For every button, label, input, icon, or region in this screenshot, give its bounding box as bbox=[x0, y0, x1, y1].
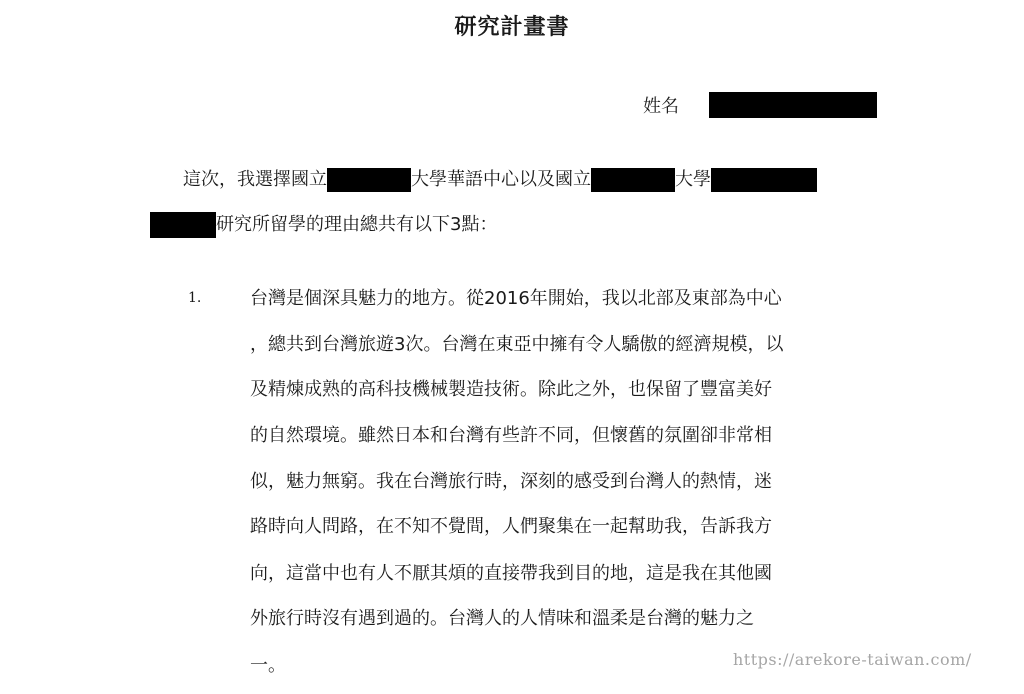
page-title: 研究計畫書 bbox=[454, 15, 570, 40]
intro-line-2 bbox=[150, 212, 497, 238]
paragraph-line: 一。 bbox=[250, 655, 286, 676]
name-row bbox=[643, 92, 877, 118]
university-redaction-2 bbox=[591, 168, 675, 192]
intro-text-3: 大學 bbox=[675, 169, 711, 190]
intro-text-2: 大學華語中心以及國立 bbox=[411, 169, 591, 190]
watermark-url: https://arekore-taiwan.com/ bbox=[733, 650, 972, 669]
paragraph-line: 路時向人問路，在不知不覺間，人們聚集在一起幫助我，告訴我方 bbox=[250, 516, 772, 537]
paragraph-line: 似，魅力無窮。我在台灣旅行時，深刻的感受到台灣人的熱情，迷 bbox=[250, 471, 772, 492]
department-redaction-1 bbox=[711, 168, 817, 192]
paragraph-line: 外旅行時沒有遇到過的。台灣人的人情味和溫柔是台灣的魅力之 bbox=[250, 608, 754, 629]
university-redaction-1 bbox=[327, 168, 411, 192]
paragraph-line: 及精煉成熟的高科技機械製造技術。除此之外，也保留了豐富美好 bbox=[250, 379, 772, 400]
paragraph-line: ，總共到台灣旅遊3次。台灣在東亞中擁有令人驕傲的經濟規模，以 bbox=[250, 334, 784, 355]
intro-line-1 bbox=[183, 167, 817, 193]
intro-text-1: 這次，我選擇國立 bbox=[183, 169, 327, 190]
paragraph-line: 的自然環境。雖然日本和台灣有些許不同，但懷舊的氛圍卻非常相 bbox=[250, 425, 772, 446]
list-item-number: 1. bbox=[188, 290, 202, 306]
department-redaction-2 bbox=[150, 212, 216, 238]
paragraph-line: 向，這當中也有人不厭其煩的直接帶我到目的地，這是我在其他國 bbox=[250, 563, 772, 584]
name-redaction bbox=[709, 92, 877, 118]
intro-text-4: 研究所留學的理由總共有以下3點： bbox=[216, 214, 498, 235]
name-label: 姓名 bbox=[643, 96, 679, 117]
paragraph-line: 台灣是個深具魅力的地方。從2016年開始，我以北部及東部為中心 bbox=[250, 288, 782, 309]
